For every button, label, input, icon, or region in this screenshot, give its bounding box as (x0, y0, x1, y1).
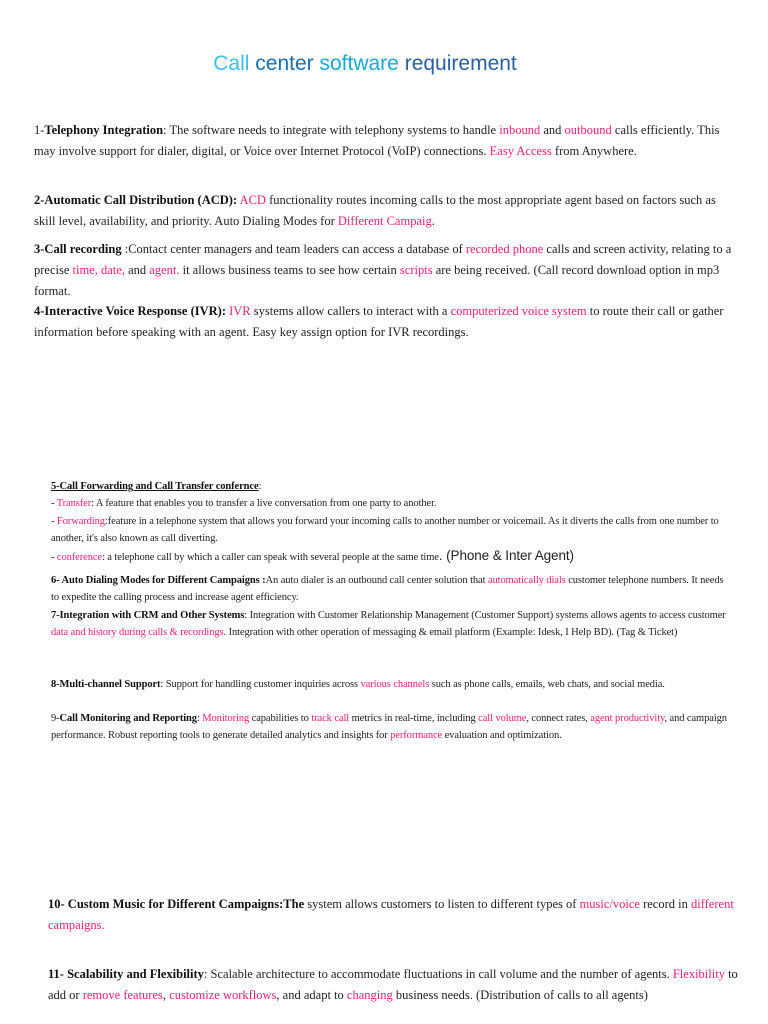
section-text: : Integration with Customer Relationship Management (Customer Support) systems allows agents to access customer (244, 610, 726, 621)
section-heading: 4-Interactive Voice Response (IVR): (34, 304, 226, 318)
section-text: and (540, 123, 565, 137)
section-text: An auto dialer is an outbound call center solution that (265, 575, 488, 586)
section-heading: 2-Automatic Call Distribution (ACD): (34, 193, 238, 207)
section-text: , (162, 988, 170, 1002)
section-text: : (258, 481, 262, 492)
list-item (51, 495, 731, 512)
section-text: such as phone calls, emails, web chats, and social media. (429, 679, 665, 690)
section-text: :Contact center managers and team leaders can access a database of (121, 242, 466, 256)
title-word: software (319, 52, 399, 75)
section-text: - (51, 552, 57, 564)
section-text: , and campaign performance. Robust reporting tools to generate detailed analytics and insights for (51, 713, 727, 742)
section-text: to route their call or gather information before speaking with an agent. Easy key assign option for IVR recordings. (34, 304, 724, 339)
section-text: functionality routes incoming calls to the most appropriate agent based on factors such as skill level, availability, and priority. Auto Dialing Modes for (34, 193, 716, 228)
section-text: calls and screen activity, relating to a precise (34, 242, 732, 277)
highlight: ACD (239, 193, 266, 207)
section-text: from Anywhere. (551, 144, 637, 158)
list-item (51, 513, 731, 548)
section-call-forwarding (51, 478, 731, 566)
highlight: track call (311, 713, 350, 724)
section-text: : A feature that enables you to transfer a live conversation from one party to another. (91, 498, 437, 510)
highlight: Flexibility (672, 967, 725, 981)
highlight: IVR (229, 304, 251, 318)
section-text: , and adapt to (276, 988, 347, 1002)
section-number: 1- (34, 123, 45, 137)
section-text: - (51, 515, 57, 527)
highlight: Different Campaig (337, 214, 432, 228)
highlight: music/voice (579, 897, 640, 911)
highlight: computerized voice system (450, 304, 587, 318)
section-text: are being received. (Call record download option in mp3 format. (34, 263, 720, 298)
section-acd (34, 190, 734, 232)
section-heading: 11- Scalability and Flexibility (48, 967, 204, 981)
section-text: systems allow callers to interact with a (250, 304, 451, 318)
highlight: agent. (149, 263, 180, 277)
list-item (51, 547, 731, 566)
section-text: : Support for handling customer inquiries across (160, 679, 361, 690)
highlight: customize workflows (169, 988, 277, 1002)
section-number: 9- (51, 713, 60, 724)
highlight: time, date, (72, 263, 125, 277)
section-text: : a telephone call by which a caller can speak with several people at the same time (101, 552, 439, 564)
title-word: center (255, 52, 314, 75)
section-heading: Call Monitoring and Reporting (59, 713, 197, 724)
section-text: metrics in real-time, including (349, 713, 479, 724)
section-heading: 3-Call recording (34, 242, 122, 256)
highlight: Transfer (56, 498, 92, 510)
section-auto-dialing (51, 572, 731, 607)
highlight: Monitoring (202, 713, 250, 724)
highlight: performance (390, 730, 443, 742)
section-text: capabilities to (249, 713, 312, 724)
section-text: . (Phone & Inter Agent) (438, 548, 574, 564)
section-heading: 10- Custom Music for Different Campaigns:The (48, 897, 305, 911)
highlight: changing (346, 988, 393, 1002)
highlight: different campaigns. (48, 897, 734, 932)
highlight: inbound (499, 123, 541, 137)
highlight: automatically dials (487, 575, 566, 586)
section-heading: 7-Integration with CRM and Other Systems (51, 610, 245, 621)
section-ivr (34, 301, 734, 343)
section-heading: 8-Multi-channel Support (51, 679, 161, 690)
section-heading: Telephony Integration (44, 123, 164, 137)
section-heading: 5-Call Forwarding and Call Transfer confernce (51, 481, 259, 492)
section-text: record in (639, 897, 691, 911)
section-crm-integration (51, 607, 731, 642)
section-text: to add or (48, 967, 738, 1002)
section-text: it allows business teams to see how certain (179, 263, 400, 277)
section-text: . Integration with other operation of messaging & email platform (Example: Idesk, I Help BD). (Tag & Ticket) (223, 627, 678, 639)
highlight: outbound (564, 123, 612, 137)
section-text: and (124, 263, 150, 277)
highlight: remove features (82, 988, 163, 1002)
highlight: scripts (399, 263, 433, 277)
highlight: recorded phone (465, 242, 544, 256)
section-text: system allows customers to listen to different types of (304, 897, 580, 911)
section-text: evaluation and optimization. (442, 730, 562, 742)
section-call-recording (34, 239, 734, 302)
highlight: data and history during calls & recordings (51, 627, 224, 639)
section-telephony-integration (34, 120, 734, 162)
highlight: Forwarding (56, 515, 105, 527)
section-text: :feature in a telephone system that allows you forward your incoming calls to another number or voicemail. As it diverts the calls from one number to another, it's also known as call diverting. (51, 515, 719, 544)
section-multichannel (51, 676, 731, 693)
section-heading: 6- Auto Dialing Modes for Different Campaigns : (51, 575, 266, 586)
page-title (0, 52, 730, 76)
highlight: various channels (360, 679, 430, 690)
title-word: Call (213, 52, 250, 75)
title-word: requirement (404, 52, 517, 75)
section-custom-music (48, 894, 738, 936)
highlight: conference (56, 552, 102, 564)
section-text: . (431, 214, 435, 228)
highlight: call volume (478, 713, 527, 724)
section-monitoring (51, 710, 731, 745)
section-text: - (51, 498, 57, 510)
highlight: agent productivity (590, 713, 665, 724)
section-text: : Scalable architecture to accommodate fluctuations in call volume and the number of agents. (203, 967, 673, 981)
section-text: customer telephone numbers. It needs to expedite the calling process and increase agent efficiency. (51, 575, 724, 604)
section-text: : (196, 713, 203, 724)
section-text: : The software needs to integrate with telephony systems to handle (163, 123, 500, 137)
highlight: Easy Access (489, 144, 552, 158)
section-text: calls efficiently. This may involve support for dialer, digital, or Voice over Internet Protocol (VoIP) connections. (34, 123, 720, 158)
section-scalability (48, 964, 738, 1006)
section-text: business needs. (Distribution of calls to all agents) (392, 988, 648, 1002)
section-text: , connect rates, (526, 713, 591, 724)
